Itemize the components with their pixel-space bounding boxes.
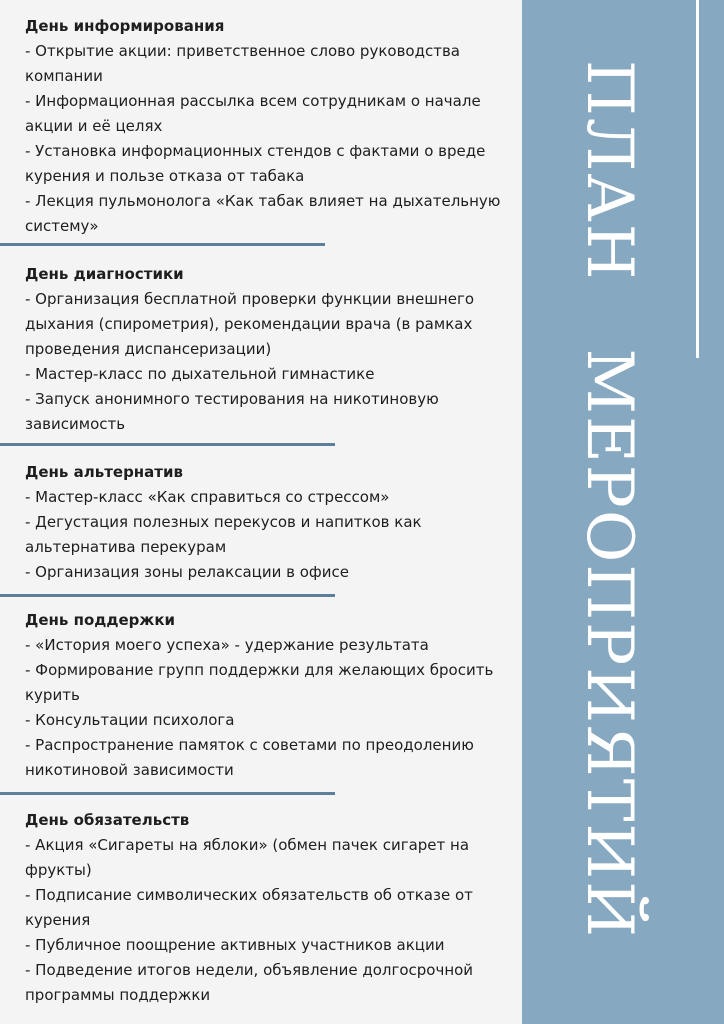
page-title: ПЛАН МЕРОПРИЯТИЙ [572,60,646,939]
title-sidebar [522,0,724,1024]
list-line: зависимость [25,415,126,433]
section-commitments-day [25,808,503,1008]
list-line: фрукты) [25,861,92,879]
list-line: акции и её целях [25,117,163,135]
list-line: курения [25,911,91,929]
section-divider [0,792,335,795]
section-support-day [25,608,503,783]
list-line: - Консультации психолога [25,711,235,729]
list-line: - Организация зоны релаксации в офисе [25,563,349,581]
list-line: - Запуск анонимного тестирования на никотиновую [25,390,439,408]
list-line: - Установка информационных стендов с фактами о вреде [25,142,486,160]
section-heading: День альтернатив [25,463,183,481]
list-line: - Акция «Сигареты на яблоки» (обмен пачек сигарет на [25,836,470,854]
list-line: курения и пользе отказа от табака [25,167,305,185]
section-divider [0,443,335,446]
section-heading: День информирования [25,17,225,35]
sidebar-accent-line [696,0,699,358]
section-information-day [25,14,503,239]
list-line: - «История моего успеха» - удержание результата [25,636,429,654]
list-line: дыхания (спирометрия), рекомендации врача (в рамках [25,315,473,333]
list-line: - Распространение памяток с советами по преодолению [25,736,474,754]
list-line: проведения диспансеризации) [25,340,272,358]
list-line: - Организация бесплатной проверки функции внешнего [25,290,475,308]
section-heading: День поддержки [25,611,176,629]
list-line: программы поддержки [25,986,211,1004]
section-divider [0,243,325,246]
list-line: никотиновой зависимости [25,761,234,779]
list-line: курить [25,686,80,704]
list-line: - Подписание символических обязательств об отказе от [25,886,473,904]
section-alternatives-day [25,460,503,585]
list-line: компании [25,67,103,85]
section-divider [0,594,335,597]
section-diagnostics-day [25,262,503,437]
list-line: - Информационная рассылка всем сотрудникам о начале [25,92,481,110]
list-line: систему» [25,217,99,235]
list-line: - Публичное поощрение активных участников акции [25,936,445,954]
section-heading: День диагностики [25,265,184,283]
list-line: - Мастер-класс по дыхательной гимнастике [25,365,375,383]
section-heading: День обязательств [25,811,190,829]
list-line: - Лекция пульмонолога «Как табак влияет на дыхательную [25,192,501,210]
list-line: - Мастер-класс «Как справиться со стрессом» [25,488,390,506]
list-line: - Дегустация полезных перекусов и напитков как [25,513,422,531]
list-line: - Открытие акции: приветственное слово руководства [25,42,460,60]
list-line: - Подведение итогов недели, объявление долгосрочной [25,961,474,979]
list-line: альтернатива перекурам [25,538,227,556]
list-line: - Формирование групп поддержки для желающих бросить [25,661,494,679]
